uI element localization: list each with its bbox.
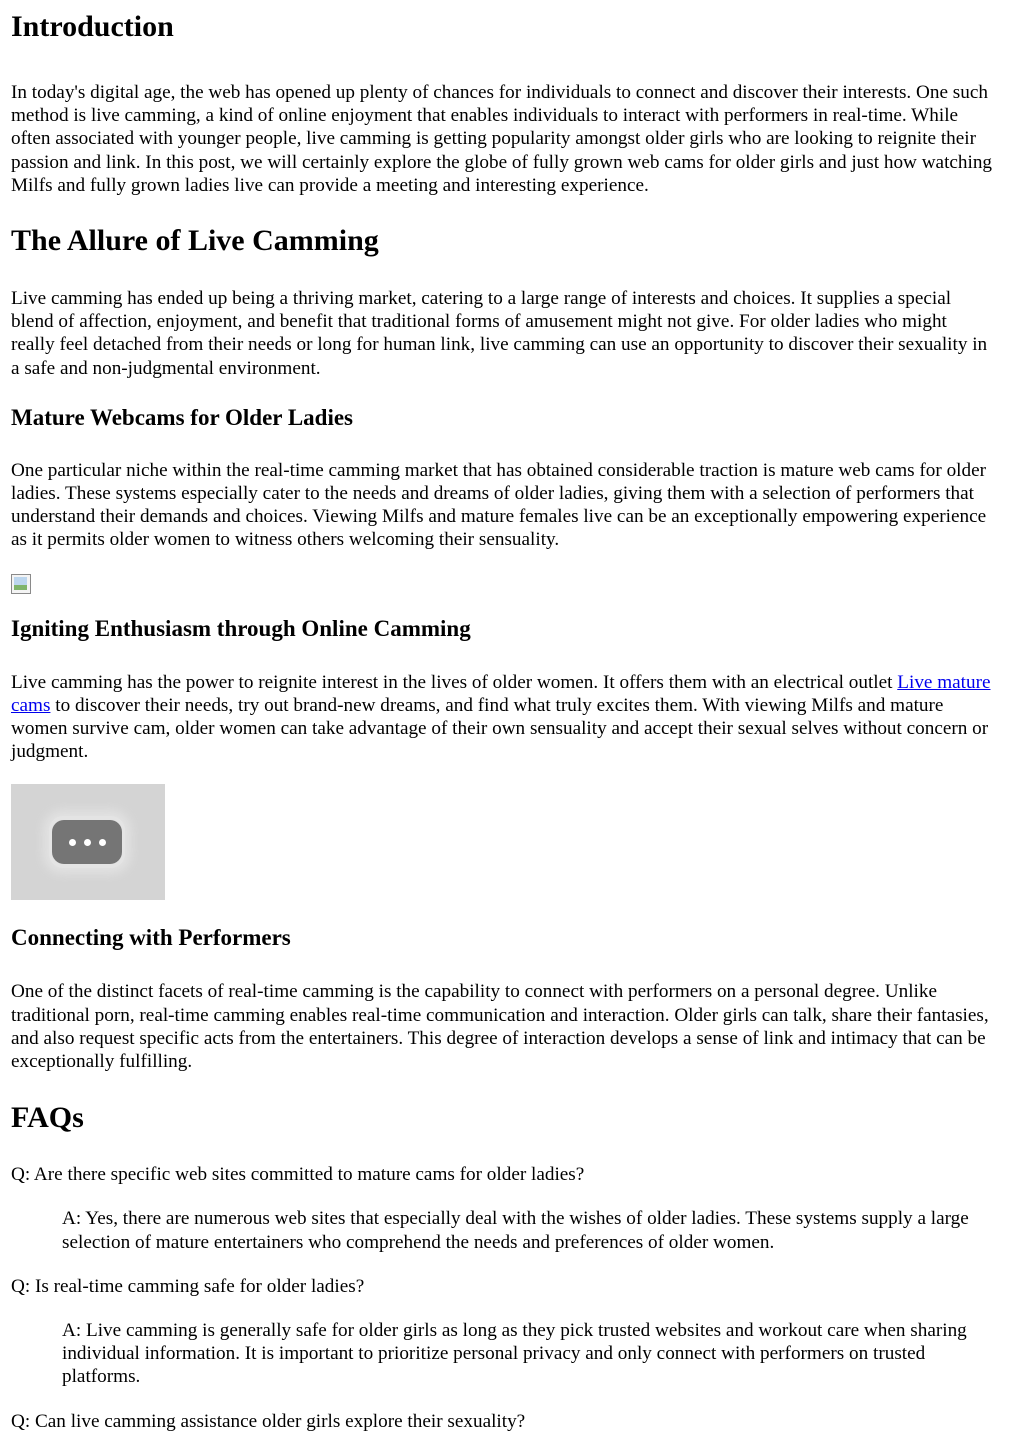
broken-image-icon bbox=[11, 574, 31, 594]
paragraph-connecting: One of the distinct facets of real-time camming is the capability to connect with performers on a personal degree. Unlike traditional porn, real-time camming enables real-time communication and interaction. Older girls can talk, share their fantasies, and also request specific acts from the entertainers. This degree of interaction develops a sense of link and intimacy that can be exceptionally fulfilling. bbox=[11, 981, 989, 1073]
live-mature-cams-link[interactable]: Live mature cams bbox=[11, 671, 991, 716]
paragraph-igniting-start: Live camming has the power to reignite interest in the lives of older women. It offers them with an electrical outlet bbox=[11, 671, 898, 693]
heading-allure: The Allure of Live Camming bbox=[11, 224, 379, 258]
faq-question: Q: Can live camming assistance older girls explore their sexuality? bbox=[11, 1410, 526, 1432]
heading-faqs: FAQs bbox=[11, 1101, 84, 1135]
faq-question: Q: Is real-time camming safe for older ladies? bbox=[11, 1275, 365, 1297]
paragraph-igniting-end: to discover their needs, try out brand-new dreams, and find what truly excites them. With viewing Milfs and mature women survive cam, older women can take advantage of their own sensuality and accept their sexual selves without concern or judgment. bbox=[11, 694, 989, 763]
paragraph-igniting bbox=[11, 671, 993, 764]
heading-mature-webcams: Mature Webcams for Older Ladies bbox=[11, 404, 354, 430]
faq-question: Q: Are there specific web sites committed to mature cams for older ladies? bbox=[11, 1164, 585, 1186]
paragraph-allure: Live camming has ended up being a thriving market, catering to a large range of interests and choices. It supplies a special blend of affection, enjoyment, and benefit that traditional forms of amusement might not give. For older ladies who might really feel detached from their needs or long for human link, live camming can use an opportunity to discover their sexuality in a safe and non-judgmental environment. bbox=[11, 288, 988, 379]
paragraph-introduction: In today's digital age, the web has opened up plenty of chances for individuals to connect and discover their interests. One such method is live camming, a kind of online enjoyment that enables individuals to interact with performers in real-time. While often associated with younger people, live camming is getting popularity amongst older girls who are looking to reignite their passion and link. In this post, we will certainly explore the globe of fully grown web cams for older girls and just how watching Milfs and fully grown ladies live can provide a meeting and interesting experience. bbox=[11, 82, 993, 196]
heading-introduction: Introduction bbox=[11, 10, 174, 43]
heading-connecting: Connecting with Performers bbox=[11, 925, 291, 951]
video-thumbnail[interactable] bbox=[11, 784, 165, 900]
faq-answer: A: Live camming is generally safe for older girls as long as they pick trusted websites and workout care when sharing individual information. It is important to prioritize personal privacy and only connect with performers on trusted platforms. bbox=[62, 1320, 967, 1388]
paragraph-mature-webcams: One particular niche within the real-time camming market that has obtained considerable traction is mature web cams for older ladies. These systems especially cater to the needs and dreams of older ladies, giving them with a selection of performers that understand their demands and choices. Viewing Milfs and mature females live can be an exceptionally empowering experience as it permits older women to witness others welcoming their sensuality. bbox=[11, 459, 987, 551]
faq-answer: A: Yes, there are numerous web sites that especially deal with the wishes of older ladies. These systems supply a large selection of mature entertainers who comprehend the needs and preferences of older women. bbox=[62, 1208, 969, 1253]
heading-igniting: Igniting Enthusiasm through Online Camming bbox=[11, 615, 471, 641]
